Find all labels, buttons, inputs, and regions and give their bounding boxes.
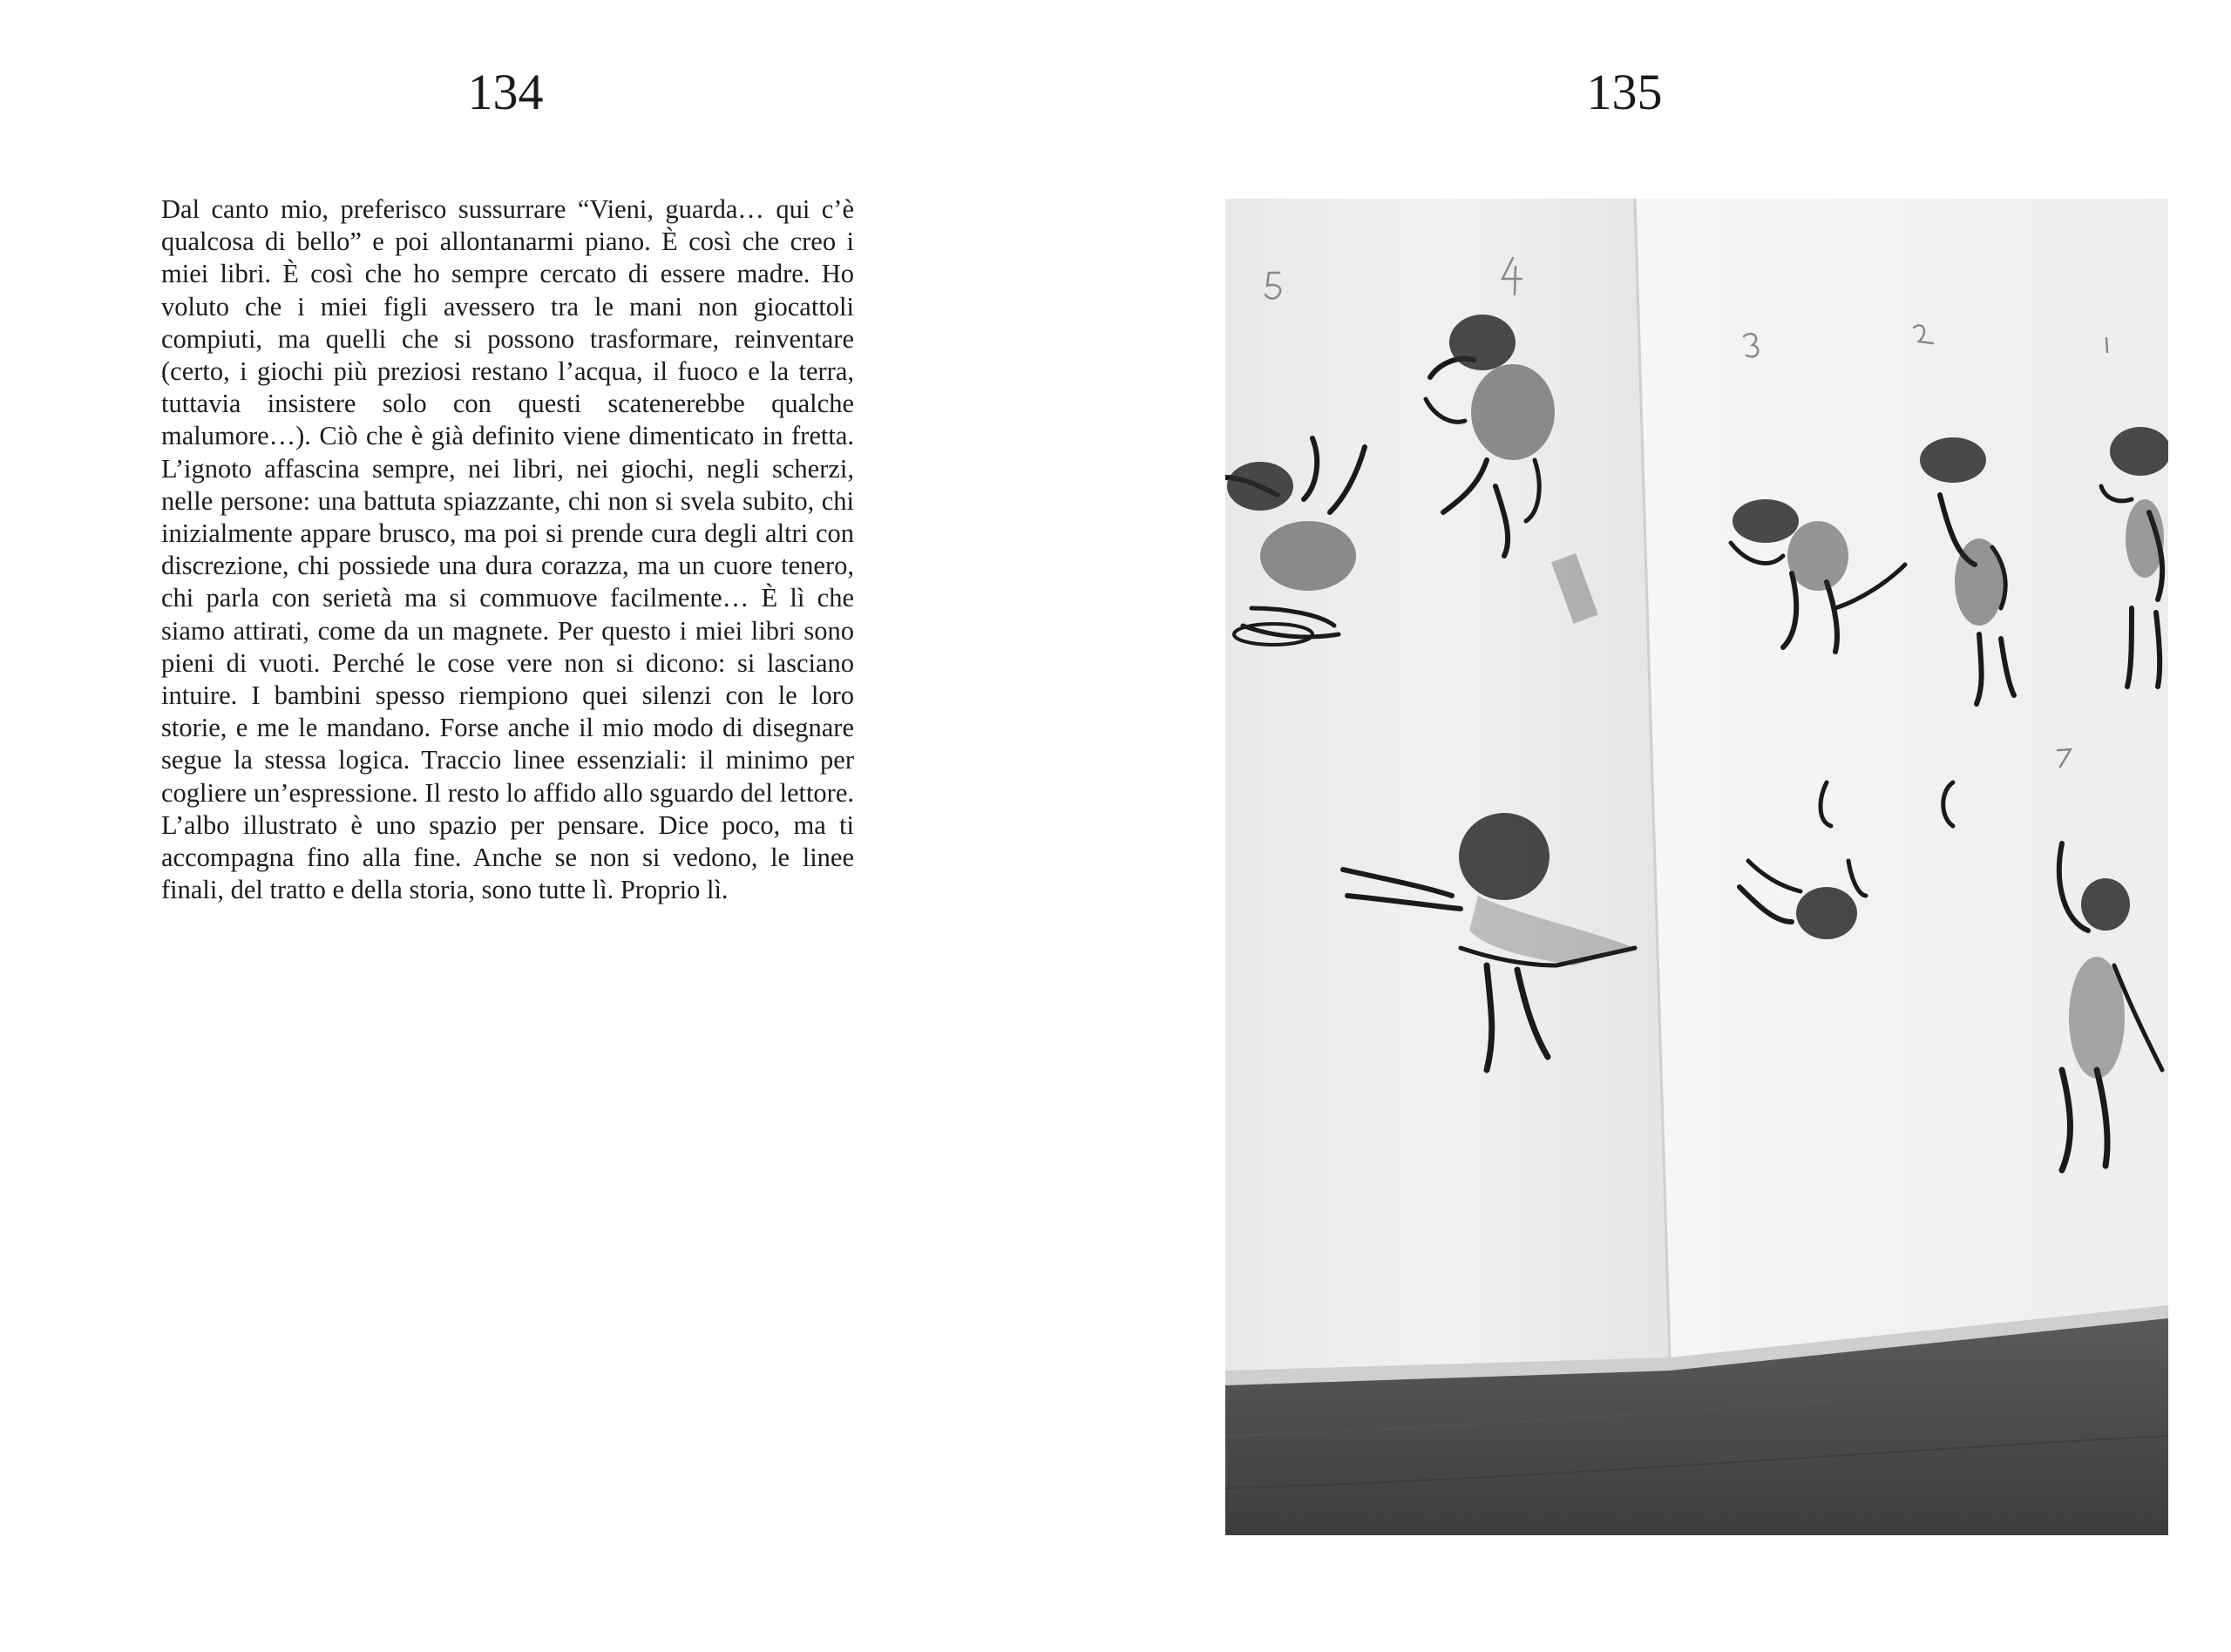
page-number-left: 134 xyxy=(467,64,544,120)
sketchbook-photo-icon xyxy=(1225,199,2168,1535)
body-text xyxy=(161,193,854,906)
sketchbook-photo xyxy=(1225,199,2168,1535)
paragraph: Dal canto mio, preferisco sussurrare “Vieni, guarda… qui c’è qualcosa di bello” e poi allontanarmi piano. È così che creo i miei libri. È così che ho sempre cercato di essere madre. Ho voluto che i miei figli avessero tra le mani non giocattoli compiuti, ma quelli che si possono trasformare, reinventare (certo, i giochi più preziosi restano l’acqua, il fuoco e la terra, tuttavia insistere solo con questi scatenerebbe qualche malumore…). Ciò che è già definito viene dimenticato in fretta. L’ignoto affascina sempre, nei libri, nei giochi, negli scherzi, nelle persone: una battuta spiazzante, chi non si svela subito, chi inizialmente appare brusco, ma poi si prende cura degli altri con discrezione, chi possiede una dura corazza, ma un cuore tenero, chi parla con serietà ma si commuove facilmente… È lì che siamo attirati, come da un magnete. Per questo i miei libri sono pieni di vuoti. Perché le cose vere non si dicono: si lasciano intuire. I bambini spesso riempiono quei silenzi con le loro storie, e me le mandano. Forse anche il mio modo di disegnare segue la stessa logica. Traccio linee essenziali: il minimo per cogliere un’espressione. Il resto lo affido allo sguardo del lettore. L’albo illustrato è uno spazio per pensare. Dice poco, ma ti accompagna fino alla fine. Anche se non si vedono, le linee finali, del tratto e della storia, sono tutte lì. Proprio lì. xyxy=(161,194,854,905)
page-number-right: 135 xyxy=(1586,64,1663,120)
right-page xyxy=(1116,0,2231,1652)
